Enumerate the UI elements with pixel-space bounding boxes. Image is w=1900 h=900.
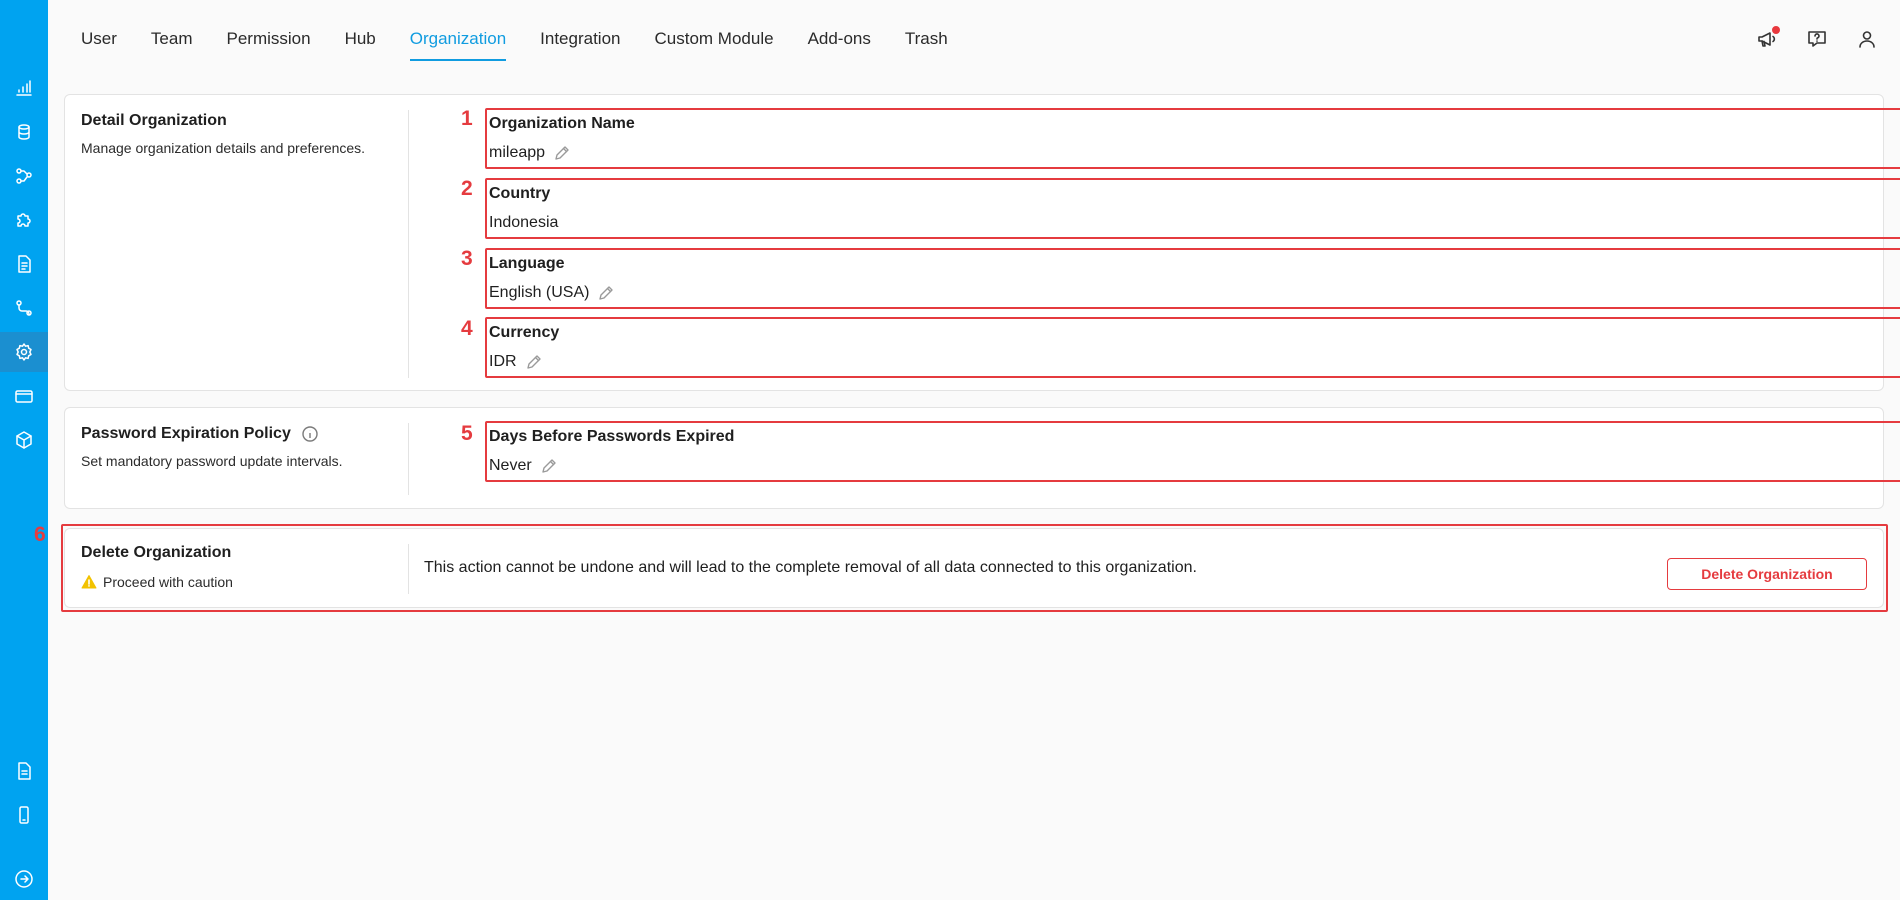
info-icon[interactable] <box>301 425 319 443</box>
password-expiry-value: Never <box>489 457 532 474</box>
country-value: Indonesia <box>489 214 559 231</box>
currency-field <box>485 317 1900 378</box>
password-policy-card <box>64 407 1884 509</box>
tab-organization[interactable]: Organization <box>410 0 506 78</box>
sidebar-item-flow[interactable] <box>0 156 48 196</box>
field-value-row <box>489 353 543 371</box>
sidebar-item-mobile[interactable] <box>0 795 48 835</box>
sidebar-item-packages[interactable] <box>0 420 48 460</box>
section-description: Set mandatory password update intervals. <box>81 453 343 470</box>
caution-text: Proceed with caution <box>103 574 233 590</box>
pencil-icon <box>597 284 615 302</box>
section-title-row <box>81 425 342 443</box>
edit-organization-name-button[interactable] <box>553 144 571 162</box>
marker-number: 3 <box>461 247 473 270</box>
marker-number: 4 <box>461 317 473 340</box>
tab-permission[interactable]: Permission <box>226 29 311 48</box>
flow-icon <box>14 166 34 186</box>
field-label: Country <box>489 185 551 202</box>
puzzle-icon <box>14 210 34 230</box>
marker-number: 2 <box>461 177 473 200</box>
pencil-icon <box>540 457 558 475</box>
field-label: Days Before Passwords Expired <box>489 428 735 445</box>
delete-organization-button[interactable]: Delete Organization <box>1667 558 1867 590</box>
delete-highlight-outline <box>61 524 1888 612</box>
report-icon <box>14 761 34 781</box>
gear-icon <box>14 342 34 362</box>
detail-organization-header <box>81 112 365 156</box>
settings-tabs <box>81 0 982 78</box>
sidebar-item-integrations[interactable] <box>0 200 48 240</box>
edit-currency-button[interactable] <box>525 353 543 371</box>
marker-number: 6 <box>34 523 46 546</box>
organization-name-field <box>485 108 1900 169</box>
announcements-button[interactable] <box>1752 24 1782 54</box>
tab-trash[interactable]: Trash <box>904 29 948 48</box>
organization-name-value: mileapp <box>489 144 546 161</box>
section-title: Detail Organization <box>81 112 227 129</box>
sidebar-item-settings[interactable] <box>0 332 48 372</box>
field-label: Currency <box>489 324 560 341</box>
field-value-row <box>489 284 615 302</box>
help-button[interactable] <box>1802 24 1832 54</box>
box-icon <box>14 430 34 450</box>
card-icon <box>14 386 34 406</box>
marker-number: 5 <box>461 422 473 445</box>
tab-add-ons[interactable]: Add-ons <box>807 29 871 48</box>
document-icon <box>14 254 34 274</box>
divider <box>408 423 409 495</box>
logout-icon <box>14 869 34 889</box>
sidebar-item-data[interactable] <box>0 112 48 152</box>
top-navigation <box>48 0 1900 78</box>
pencil-icon <box>553 144 571 162</box>
sidebar <box>0 0 48 900</box>
tab-hub[interactable]: Hub <box>344 29 376 48</box>
tab-custom-module[interactable]: Custom Module <box>654 29 774 48</box>
pencil-icon <box>525 353 543 371</box>
field-label: Language <box>489 255 565 272</box>
tab-user[interactable]: User <box>81 29 117 48</box>
tab-integration[interactable]: Integration <box>540 29 621 48</box>
divider <box>408 110 409 378</box>
sidebar-item-billing[interactable] <box>0 376 48 416</box>
tab-team[interactable]: Team <box>150 29 193 48</box>
sidebar-item-routes[interactable] <box>0 288 48 328</box>
marker-number: 1 <box>461 107 473 130</box>
edit-password-expiry-button[interactable] <box>540 457 558 475</box>
password-expiry-field <box>485 421 1900 482</box>
field-value-row <box>489 144 571 162</box>
help-icon <box>1806 28 1828 50</box>
section-title: Password Expiration Policy <box>81 425 291 443</box>
field-value-row <box>489 214 558 232</box>
header-actions <box>1752 24 1882 54</box>
field-label: Organization Name <box>489 115 635 132</box>
language-value: English (USA) <box>489 284 590 301</box>
edit-language-button[interactable] <box>597 284 615 302</box>
field-value-row <box>489 457 558 475</box>
database-icon <box>14 122 34 142</box>
sidebar-item-documents[interactable] <box>0 244 48 284</box>
sidebar-item-analytics[interactable] <box>0 68 48 108</box>
detail-organization-card <box>64 94 1884 391</box>
chart-icon <box>14 78 34 98</box>
section-description: Manage organization details and preferences. <box>81 140 366 156</box>
language-field <box>485 248 1900 309</box>
profile-button[interactable] <box>1852 24 1882 54</box>
notification-dot <box>1772 26 1780 34</box>
password-policy-header <box>81 425 342 469</box>
delete-warning-message: This action cannot be undone and will lead to the complete removal of all data connected to this organization. <box>424 559 1197 576</box>
sidebar-item-reports[interactable] <box>0 751 48 791</box>
mobile-icon <box>14 805 34 825</box>
sidebar-item-logout[interactable] <box>0 859 48 899</box>
user-icon <box>1856 28 1878 50</box>
route-icon <box>14 298 34 318</box>
currency-value: IDR <box>489 353 517 370</box>
country-field <box>485 178 1900 239</box>
section-title: Delete Organization <box>81 544 232 561</box>
